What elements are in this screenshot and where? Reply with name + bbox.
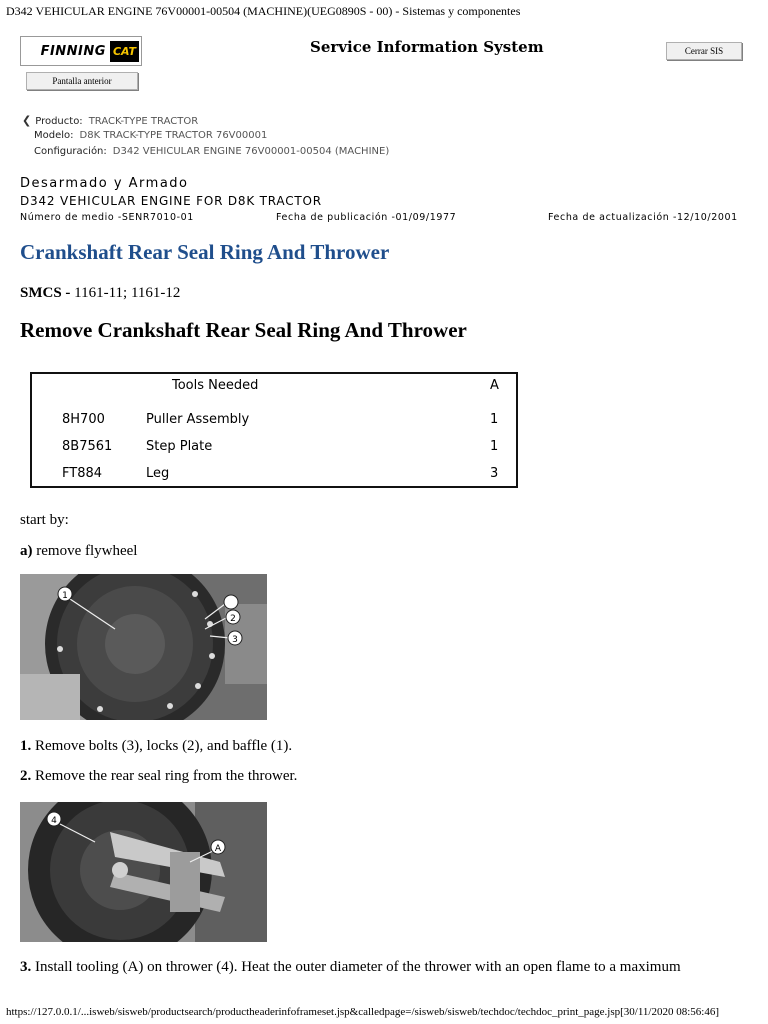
print-header: D342 VEHICULAR ENGINE 76V00001-00504 (MACHINE)(UEG0890S - 00) - Sistemas y componentes (6, 4, 521, 18)
step-a (20, 543, 137, 560)
model-value: D8K TRACK-TYPE TRACTOR 76V00001 (79, 130, 268, 141)
finning-cat-logo (20, 36, 142, 66)
model-info-row (34, 130, 267, 141)
table-row (32, 439, 516, 459)
callout-1: 1 (62, 591, 68, 601)
config-label: Configuración: (34, 146, 107, 157)
callout-2: 2 (230, 614, 236, 624)
logo-brand: FINNING (40, 43, 106, 59)
flywheel-housing-photo (20, 574, 267, 720)
step-2-text: Remove the rear seal ring from the thrower. (31, 768, 298, 784)
procedure-heading: Remove Crankshaft Rear Seal Ring And Thrower (20, 318, 467, 342)
media-number: Número de medio -SENR7010-01 (20, 212, 194, 223)
tool-quantity: 1 (490, 439, 499, 454)
thrower-tooling-illustration (20, 802, 267, 942)
step-2 (20, 768, 297, 785)
cat-logo-icon: CAT (110, 41, 139, 62)
step-2-label: 2. (20, 768, 32, 784)
close-sis-button[interactable]: Cerrar SIS (666, 42, 742, 60)
back-button[interactable]: Pantalla anterior (26, 72, 138, 90)
section-title: Desarmado y Armado (20, 176, 189, 191)
table-row (32, 412, 516, 432)
thrower-tooling-photo (20, 802, 267, 942)
step-3-text: Install tooling (A) on thrower (4). Heat the outer diameter of the thrower with an open flame to a maximum (31, 959, 681, 975)
section-subtitle: D342 VEHICULAR ENGINE FOR D8K TRACTOR (20, 194, 322, 208)
tool-quantity: 3 (490, 466, 499, 481)
tool-part-number: 8B7561 (62, 439, 113, 454)
tools-table-header: Tools Needed (172, 378, 259, 393)
step-1 (20, 738, 292, 755)
document-title: Crankshaft Rear Seal Ring And Thrower (20, 240, 390, 264)
step-a-label: a) (20, 543, 33, 559)
product-label: Producto: (35, 116, 83, 127)
smcs-value: 1161-11; 1161-12 (70, 285, 181, 301)
step-1-text: Remove bolts (3), locks (2), and baffle (1). (31, 738, 293, 754)
config-info-row (34, 146, 389, 157)
tool-name: Step Plate (146, 439, 213, 454)
tools-needed-table (30, 372, 518, 488)
publication-date: Fecha de publicación -01/09/1977 (276, 212, 457, 223)
model-label: Modelo: (34, 130, 74, 141)
step-3 (20, 959, 681, 976)
step-1-label: 1. (20, 738, 32, 754)
callout-a: A (214, 844, 222, 854)
smcs-label: SMCS - (20, 285, 71, 301)
callout-3: 3 (232, 635, 238, 645)
callout-4: 4 (51, 816, 57, 826)
tool-part-number: 8H700 (62, 412, 105, 427)
tool-quantity: 1 (490, 412, 499, 427)
step-3-label: 3. (20, 959, 32, 975)
tool-part-number: FT884 (62, 466, 103, 481)
flywheel-housing-illustration (20, 574, 267, 720)
update-date: Fecha de actualización -12/10/2001 (548, 212, 738, 223)
product-info-row (22, 114, 198, 127)
smcs-codes (20, 285, 180, 302)
table-row (32, 466, 516, 486)
tools-table-header-a: A (490, 378, 499, 393)
tool-name: Puller Assembly (146, 412, 250, 427)
config-value: D342 VEHICULAR ENGINE 76V00001-00504 (MACHINE) (112, 146, 390, 157)
back-arrow-icon[interactable]: ❮ (22, 114, 32, 127)
page-header-title: Service Information System (310, 38, 544, 56)
step-a-text: remove flywheel (32, 543, 138, 559)
start-by-text: start by: (20, 512, 69, 528)
print-footer-url: https://127.0.0.1/...isweb/sisweb/productsearch/productheaderinfoframeset.jsp&calledpage=/sisweb/sisweb/techdoc/techdoc_print_page.jsp[30/11/2020 08:56:46] (6, 1006, 719, 1018)
tool-name: Leg (146, 466, 170, 481)
product-value: TRACK-TYPE TRACTOR (88, 116, 199, 127)
